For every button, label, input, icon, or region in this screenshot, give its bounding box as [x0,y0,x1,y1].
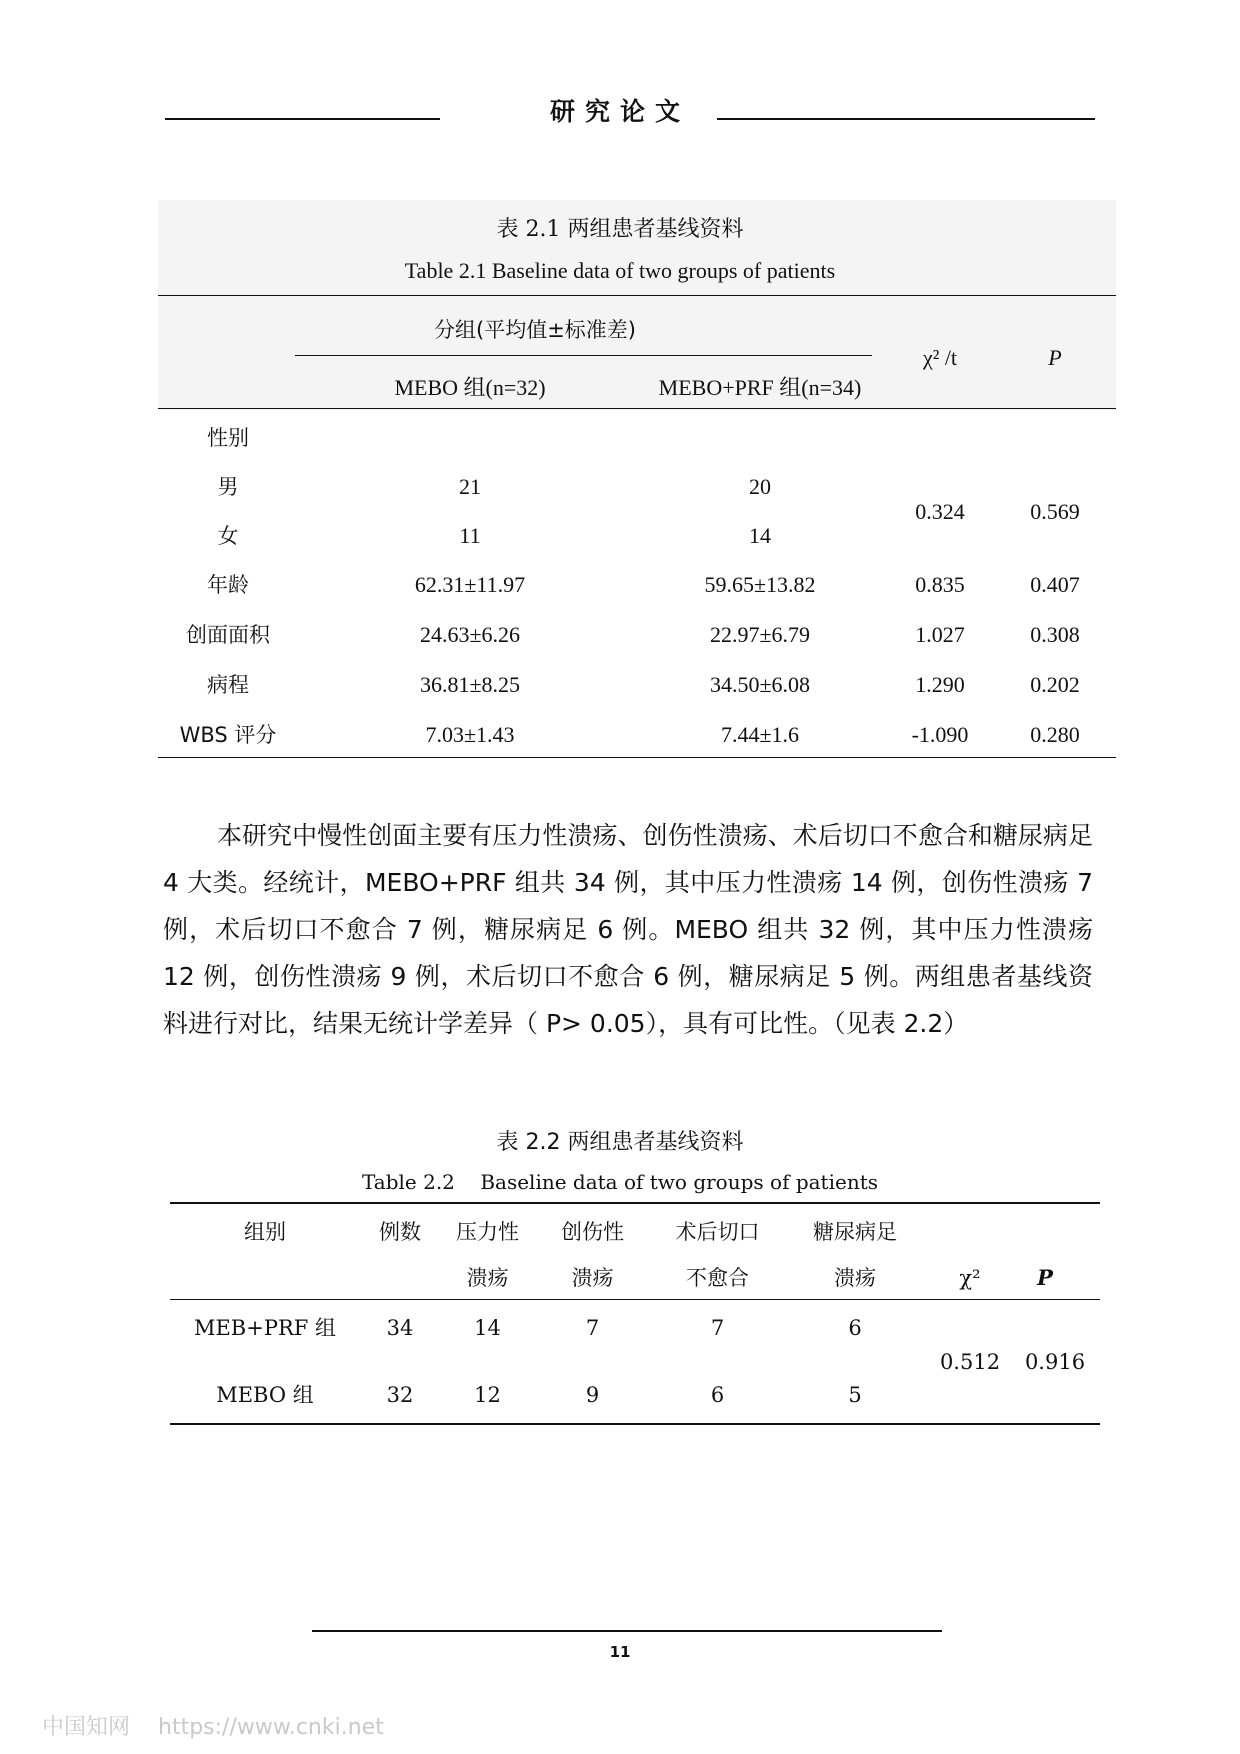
table2-chi-value: 0.512 [939,1350,1001,1374]
table1-header-mebo: MEBO 组(n=32) [394,375,546,400]
table2-caption-cn: 表 2.2 两组患者基线资料 [496,1130,744,1155]
table1-row-label-wbs: WBS 评分 [179,723,277,747]
table2-header-pressure-1: 压力性 [456,1220,519,1244]
table1-age-stat: 0.835 [915,572,965,597]
table1-age-prf: 59.65±13.82 [704,572,816,597]
table1-female-prf: 14 [749,523,771,548]
table2-row1-pressure: 14 [474,1316,501,1340]
table2-p-value: 0.916 [1024,1350,1086,1374]
footer-rule [312,1630,942,1632]
table2-row1-count: 34 [386,1316,414,1340]
table2-header-pressure-2: 溃疡 [466,1266,509,1290]
header-rule-left [165,118,440,120]
table1-course-p: 0.202 [1030,672,1080,697]
table1-row-label-age: 年龄 [207,573,249,597]
table1-top-rule [158,295,1116,296]
table2-header-trauma-1: 创伤性 [561,1220,624,1244]
table2-row1-incision: 7 [710,1316,725,1340]
table2-header-count: 例数 [379,1220,421,1244]
table1-group-rule [295,355,872,356]
table2-header-trauma-2: 溃疡 [571,1266,614,1290]
cnki-watermark [42,1710,384,1741]
table1-header-p: P [1048,345,1062,370]
table1-header-rule [158,408,1116,409]
table2-row2-group: MEBO 组 [216,1383,314,1407]
table1-row-label-female: 女 [217,524,239,548]
table2-caption-en: Table 2.2 Baseline data of two groups of patients [361,1170,878,1194]
table2-row2-pressure: 12 [474,1383,501,1407]
watermark-url: https://www.cnki.net [158,1715,384,1740]
table1-area-stat: 1.027 [915,622,965,647]
table2-header-diabetic-1: 糖尿病足 [813,1220,897,1244]
table2-row2-incision: 6 [710,1383,725,1407]
table2-header-chi: χ² [959,1266,981,1290]
table2-row1-trauma: 7 [585,1316,600,1340]
table1-row-label-course: 病程 [207,673,249,697]
table1-caption-en: Table 2.1 Baseline data of two groups of patients [404,258,836,283]
table1-caption-cn: 表 2.1 两组患者基线资料 [496,217,744,242]
table1-row-label-area: 创面面积 [186,623,270,647]
table1-age-p: 0.407 [1030,572,1080,597]
table1-bottom-rule [158,757,1116,758]
table1-course-prf: 34.50±6.08 [709,672,811,697]
table2-header-p: P [1037,1265,1053,1290]
table1-course-mebo: 36.81±8.25 [419,672,521,697]
table1-wbs-prf: 7.44±1.6 [720,722,800,747]
table1-header-mebo-prf: MEBO+PRF 组(n=34) [658,375,862,400]
table2-bottom-rule [170,1423,1100,1425]
table1-area-prf: 22.97±6.79 [709,622,811,647]
watermark-brand: 中国知网 [42,1715,131,1740]
table2-row2-count: 32 [386,1383,414,1407]
table1-male-mebo: 21 [459,474,481,499]
table2-header-rule [170,1299,1100,1300]
table1-row-label-male: 男 [217,475,239,499]
body-paragraph: 本研究中慢性创面主要有压力性溃疡、创伤性溃疡、术后切口不愈合和糖尿病足 4 大类。经统计，MEBO+PRF 组共 34 例，其中压力性溃疡 14 例，创伤性溃疡 7 例，术后切口不愈合 7 例，糖尿病足 6 例。MEBO 组共 32 例，其中压力性溃疡 12 例，创伤性溃疡 9 例，术后切口不愈合 6 例，糖尿病足 5 例。两组患者基线资料进行对比，结果无统计学差异（ P> 0.05），具有可比性。（见表 2.2） [163,821,1093,1038]
table1-row-label-sex: 性别 [207,426,249,450]
table1-course-stat: 1.290 [915,672,965,697]
table1-wbs-stat: -1.090 [911,722,969,747]
table1-age-mebo: 62.31±11.97 [414,572,526,597]
table2-row2-trauma: 9 [585,1383,600,1407]
table2-row1-diabetic: 6 [848,1316,862,1340]
page-number: 11 [609,1643,631,1661]
table2-row2-diabetic: 5 [848,1383,862,1407]
table2-header-diabetic-2: 溃疡 [834,1266,876,1290]
table1-sex-stat: 0.324 [915,499,965,524]
running-header-title: 研究论文 [549,97,690,126]
table1-area-p: 0.308 [1030,622,1080,647]
table1-header-stat: χ² /t [922,345,958,370]
table1-area-mebo: 24.63±6.26 [419,622,521,647]
table2-top-rule [170,1202,1100,1204]
table1-female-mebo: 11 [459,523,481,548]
table2-header-incision-1: 术后切口 [675,1220,760,1244]
header-rule-right [717,118,1095,120]
table1-wbs-p: 0.280 [1030,722,1080,747]
table2-row1-group: MEB+PRF 组 [193,1316,337,1340]
table1-group-header: 分组(平均值±标准差) [434,318,636,342]
table1-wbs-mebo: 7.03±1.43 [425,722,515,747]
table1-male-prf: 20 [749,474,771,499]
table2-header-group: 组别 [244,1220,286,1244]
table1-sex-p: 0.569 [1030,499,1080,524]
table2-header-incision-2: 不愈合 [686,1266,749,1290]
